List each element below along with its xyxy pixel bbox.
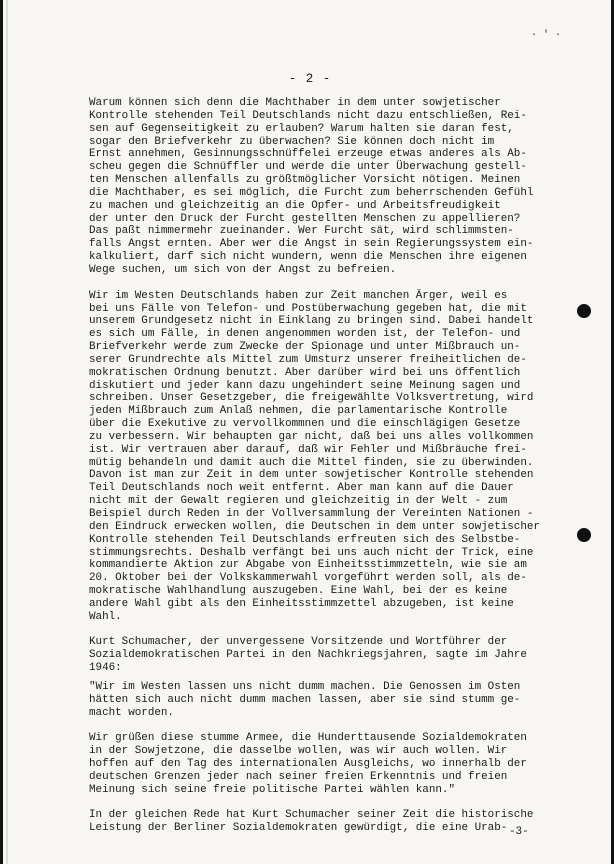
text-line: Wir im Westen Deutschlands haben zur Zeit manchen Ärger, weil es bbox=[89, 289, 508, 302]
text-line: scheu gegen die Schnüffler und werde die unter Überwachung gestell- bbox=[89, 161, 527, 174]
punch-hole bbox=[577, 304, 591, 318]
paragraph bbox=[89, 636, 599, 675]
text-line: Teil Deutschlands noch weit entfernt. Aber man kann auf die Dauer bbox=[89, 482, 514, 495]
text-line: Wahl. bbox=[89, 610, 122, 623]
text-line: Warum können sich denn die Machthaber in dem unter sowjetischer bbox=[89, 97, 501, 109]
text-line: falls Angst ernten. Aber wer die Angst in sein Regierungssystem ein- bbox=[89, 238, 534, 251]
text-line: stimmungsrechts. Deshalb verfängt bei uns auch nicht der Trick, eine bbox=[89, 546, 534, 559]
text-line: jeden Mißbrauch zum Anlaß nehmen, die parlamentarische Kontrolle bbox=[89, 405, 508, 418]
punch-hole bbox=[577, 528, 591, 542]
corner-mark: · ′ · bbox=[531, 30, 562, 41]
text-line: Das paßt nimmermehr zueinander. Wer Furcht sät, wird schlimmsten- bbox=[89, 225, 514, 238]
text-line: sen auf Gegenseitigkeit zu erlauben? Warum halten sie daran fest, bbox=[89, 122, 514, 135]
text-line: serer Grundrechte als Mittel zum Umsturz unserer freiheitlichen de- bbox=[89, 353, 527, 366]
text-line: ist. Wir vertrauen aber darauf, daß wir Fehler und Mißbräuche frei- bbox=[89, 443, 527, 456]
text-line: deutschen Grenzen jeder nach seiner freien Erkenntnis und freien bbox=[89, 770, 508, 783]
text-line: die Machthaber, es sei möglich, die Furcht zum beherrschenden Gefühl bbox=[89, 186, 534, 199]
text-line: hoffen auf den Tag des internationalen Ausgleichs, wo innerhalb der bbox=[89, 758, 527, 771]
paragraph bbox=[89, 97, 599, 277]
page-number: - 2 - bbox=[288, 72, 332, 86]
text-line: über die Exekutive zu vervollkommnen und die einschlägigen Gesetze bbox=[89, 418, 521, 431]
text-line: nicht mit der Gewalt regieren und gleichzeitig in der Welt - zum bbox=[89, 495, 508, 508]
text-line: Beispiel durch Reden in der Vollversammlung der Vereinten Nationen - bbox=[89, 508, 534, 520]
paragraph bbox=[89, 290, 599, 624]
text-line: zu verbessern. Wir behaupten gar nicht, daß bei uns alles vollkommen bbox=[89, 430, 534, 443]
text-line: Kontrolle stehenden Teil Deutschlands erfreuten sich des Selbstbe- bbox=[89, 533, 521, 546]
text-line: bei uns Fälle von Telefon- und Postüberwachung gegeben hat, die mit bbox=[89, 302, 527, 315]
text-line: sogar den Briefverkehr zu überwachen? Sie können doch nicht im bbox=[89, 135, 495, 148]
paragraph bbox=[89, 732, 599, 796]
text-line: Wir grüßen diese stumme Armee, die Hunderttausende Sozialdemokraten bbox=[89, 732, 527, 745]
text-line: kalkuliert, darf sich nicht wundern, wenn die Menschen ihre eigenen bbox=[89, 251, 527, 264]
text-line: andere Wahl gibt als den Einheitsstimmzettel abzugeben, ist keine bbox=[89, 597, 514, 610]
text-line: Wege suchen, um sich von der Angst zu befreien. bbox=[89, 263, 397, 276]
text-line: Kurt Schumacher, der unvergessene Vorsitzende und Wortführer der bbox=[89, 636, 508, 649]
text-line: in der Sowjetzone, die dasselbe wollen, was wir auch wollen. Wir bbox=[89, 745, 508, 758]
text-line: unserem Grundgesetz nicht in Einklang zu bringen sind. Dabei handelt bbox=[89, 315, 534, 328]
text-line: schreiben. Unser Gesetzgeber, die freigewählte Volksvertretung, wird bbox=[89, 392, 534, 405]
text-line: der unter den Druck der Furcht gestellten Menschen zu appellieren? bbox=[89, 212, 521, 225]
paragraph bbox=[89, 681, 599, 720]
text-line: macht worden. bbox=[89, 706, 174, 719]
document-body bbox=[89, 97, 599, 848]
text-line: mütig behandeln und damit auch die Mittel finden, sie zu überwinden. bbox=[89, 456, 534, 469]
next-page-marker: -3- bbox=[509, 826, 529, 838]
text-line: zu machen und gleichzeitig an die Opfer- und Arbeitsfreudigkeit bbox=[89, 199, 501, 212]
text-line: "Wir im Westen lassen uns nicht dumm machen. Die Genossen im Osten bbox=[89, 680, 521, 693]
text-line: den Eindruck erwecken wollen, die Deutschen in dem unter sowjetischer bbox=[89, 520, 540, 533]
text-line: 1946: bbox=[89, 662, 122, 675]
text-line: Meinung sich seine freie politische Partei wählen kann." bbox=[89, 783, 455, 796]
text-line: kommandierte Aktion zur Abgabe von Einheitsstimmzetteln, wie sie am bbox=[89, 559, 527, 572]
text-line: In der gleichen Rede hat Kurt Schumacher seiner Zeit die historische bbox=[89, 809, 534, 822]
text-line: ten Menschen allenfalls zu größtmöglicher Vorsicht nötigen. Meinen bbox=[89, 174, 521, 187]
text-line: mokratischen Ordnung benutzt. Aber darüber wird bei uns öffentlich bbox=[89, 366, 521, 379]
text-line: Davon ist man zur Zeit in dem unter sowjetischer Kontrolle stehenden bbox=[89, 469, 534, 482]
text-line: mokratische Wahlhandlung auszugeben. Eine Wahl, bei der es keine bbox=[89, 585, 508, 598]
text-line: Leistung der Berliner Sozialdemokraten gewürdigt, die eine Urab- bbox=[89, 822, 508, 835]
text-line: 20. Oktober bei der Volkskammerwahl vorgeführt werden soll, als de- bbox=[89, 572, 527, 585]
scan-edge bbox=[6, 0, 8, 864]
text-line: hätten sich auch nicht dumm machen lassen, aber sie sind stumm ge- bbox=[89, 693, 521, 706]
text-line: es sich um Fälle, in denen angenommen worden ist, der Telefon- und bbox=[89, 328, 521, 341]
text-line: Sozialdemokratischen Partei in den Nachkriegsjahren, sagte im Jahre bbox=[89, 649, 527, 662]
text-line: diskutiert und jeder kann dazu ungehindert seine Meinung sagen und bbox=[89, 379, 521, 392]
text-line: Kontrolle stehenden Teil Deutschlands nicht dazu entschließen, Rei- bbox=[89, 109, 527, 122]
text-line: Briefverkehr werde zum Zwecke der Spionage und unter Mißbrauch un- bbox=[89, 341, 521, 354]
text-line: Ernst annehmen, Gesinnungsschnüffelei erzeuge etwas anderes als Ab- bbox=[89, 148, 527, 161]
